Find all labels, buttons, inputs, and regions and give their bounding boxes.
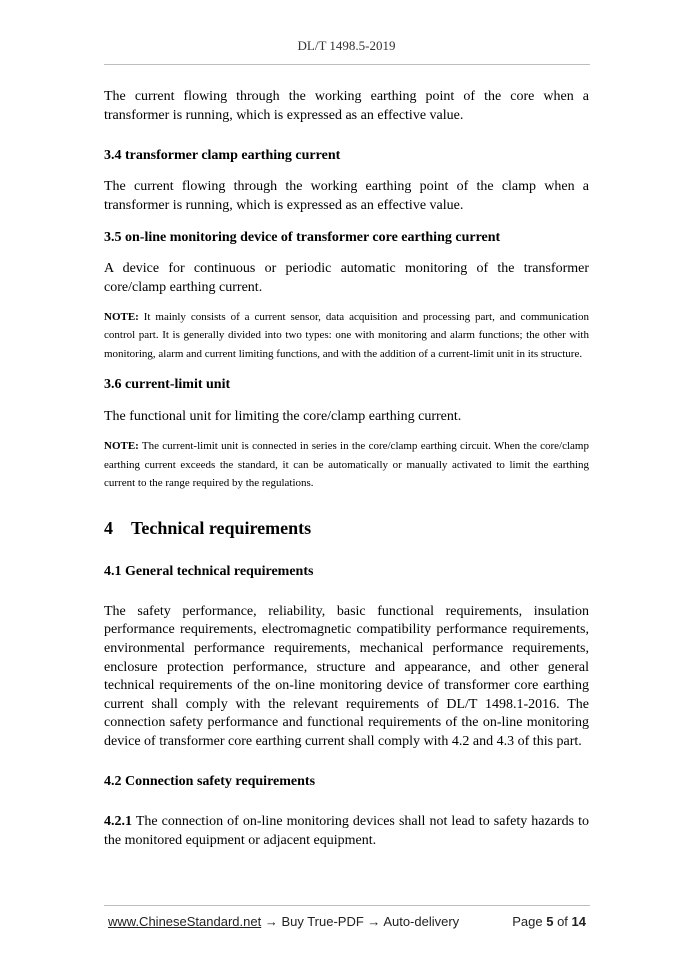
page-label: Page bbox=[512, 914, 543, 929]
note-3-6 bbox=[104, 437, 589, 493]
note-label: NOTE: bbox=[104, 310, 139, 323]
clause-heading-3-6: 3.6 current-limit unit bbox=[104, 377, 231, 393]
paragraph-4-1: The safety performance, reliability, basic functional requirements, insulation performance requirements, electromagnetic compatibility performance requirements, environmental performance requirements, mechanical performance requirements, enclosure protection performance, structure and appearance, and other general technical requirements of the on-line monitoring device of transformer core earthing current shall comply with the relevant requirements of DL/T 1498.1-2016. The connection safety performance and functional requirements of the on-line monitoring device of transformer core earthing current shall comply with 4.2 and 4.3 of this part. bbox=[104, 603, 589, 749]
arrow-icon: → bbox=[363, 914, 384, 929]
page-of: of bbox=[557, 914, 568, 929]
running-header: DL/T 1498.5-2019 bbox=[297, 38, 396, 53]
buy-pdf-text: Buy True-PDF bbox=[281, 914, 364, 929]
paragraph-3-5: A device for continuous or periodic automatic monitoring of the transformer core/clamp earthing current. bbox=[104, 261, 589, 295]
page-body bbox=[104, 88, 589, 851]
footer-divider bbox=[104, 905, 590, 906]
clause-heading-4-1: 4.1 General technical requirements bbox=[104, 563, 314, 579]
paragraph-4-2-1 bbox=[104, 813, 589, 850]
page-total: 14 bbox=[571, 914, 586, 929]
page-indicator bbox=[512, 914, 586, 929]
site-link[interactable]: www.ChineseStandard.net bbox=[108, 914, 262, 929]
footer-promo bbox=[108, 914, 459, 929]
arrow-icon: → bbox=[261, 914, 282, 929]
note-text: It mainly consists of a current sensor, data acquisition and processing part, and communication control part. It is generally divided into two types: one with monitoring and alarm functions; the other with monitoring, alarm and current limiting functions, and with the addition of a current-limit unit in its structure. bbox=[104, 310, 589, 360]
section-number: 4 bbox=[104, 517, 113, 538]
auto-delivery-text: Auto-delivery bbox=[383, 914, 460, 929]
clause-heading-3-4: 3.4 transformer clamp earthing current bbox=[104, 148, 341, 164]
paragraph-3-6: The functional unit for limiting the core/clamp earthing current. bbox=[104, 409, 462, 425]
note-label: NOTE: bbox=[104, 439, 139, 452]
clause-number: 4.2.1 bbox=[104, 814, 132, 830]
note-text: The current-limit unit is connected in series in the core/clamp earthing circuit. When the core/clamp earthing current exceeds the standard, it can be automatically or manually activated to limit the earthing current to the range required by the regulations. bbox=[104, 439, 589, 490]
clause-text: The connection of on-line monitoring devices shall not lead to safety hazards to the monitored equipment or adjacent equipment. bbox=[104, 814, 589, 849]
section-title: Technical requirements bbox=[131, 517, 312, 538]
clause-heading-3-5: 3.5 on-line monitoring device of transformer core earthing current bbox=[104, 230, 501, 246]
paragraph-intro: The current flowing through the working earthing point of the core when a transformer is running, which is expressed as an effective value. bbox=[104, 89, 589, 123]
paragraph-3-4: The current flowing through the working earthing point of the clamp when a transformer is running, which is expressed as an effective value. bbox=[104, 179, 589, 213]
note-3-5 bbox=[104, 308, 589, 364]
section-heading-4 bbox=[104, 516, 589, 540]
page-current: 5 bbox=[546, 914, 554, 929]
clause-heading-4-2: 4.2 Connection safety requirements bbox=[104, 774, 316, 790]
header-divider bbox=[104, 64, 590, 65]
